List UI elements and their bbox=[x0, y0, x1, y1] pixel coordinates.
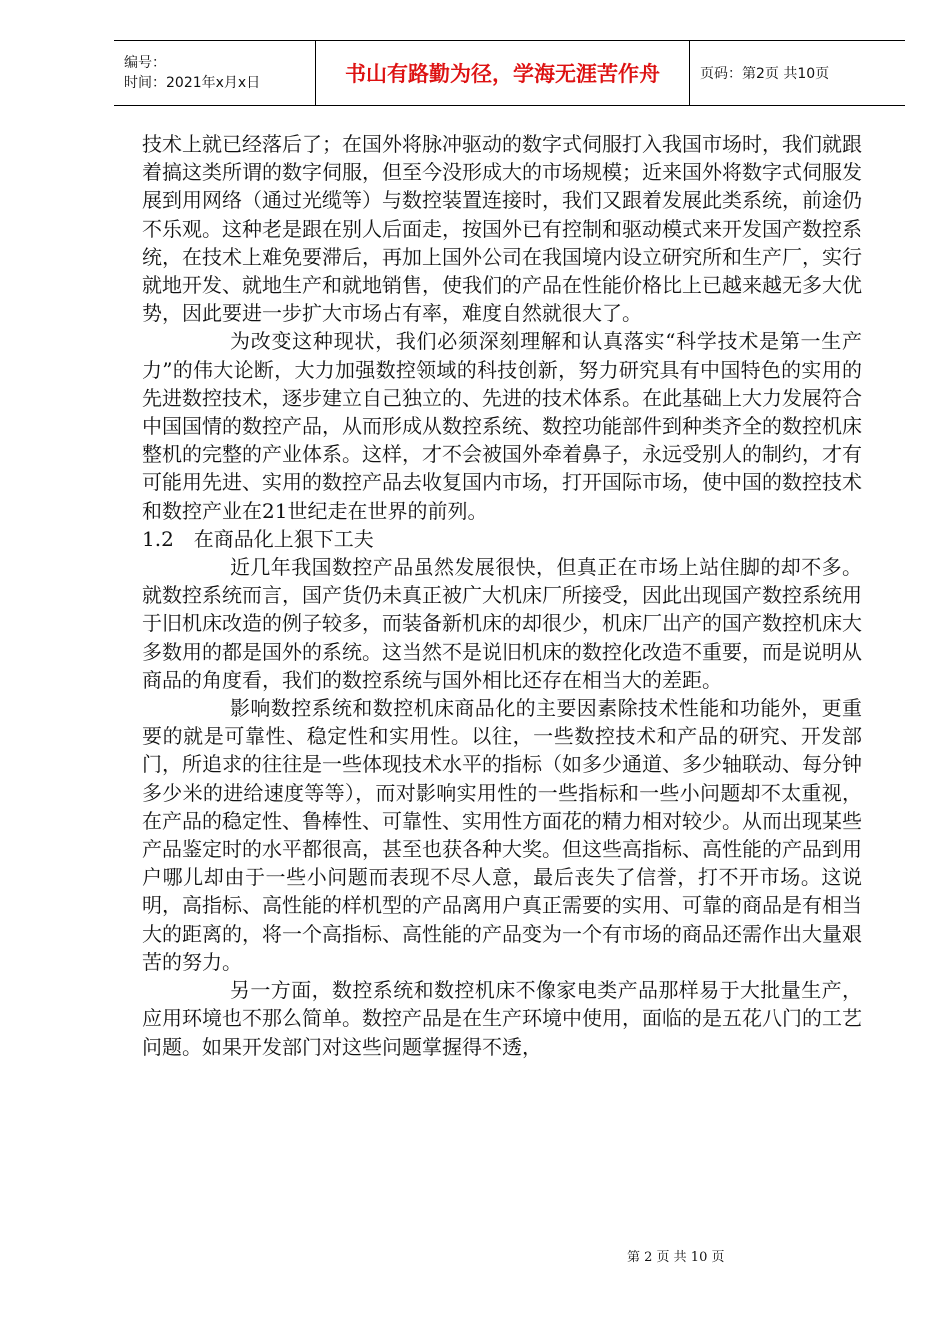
document-number-label: 编号： bbox=[124, 55, 166, 71]
header-meta bbox=[114, 41, 316, 105]
paragraph-4: 影响数控系统和数控机床商品化的主要因素除技术性能和功能外，更重要的就是可靠性、稳定性和实用性。以往，一些数控技术和产品的研究、开发部门，所追求的往往是一些体现技术水平的指标（如多少通道、多少轴联动、每分钟多少米的进给速度等等），而对影响实用性的一些指标和一些小问题却不太重视，在产品的稳定性、鲁棒性、可靠性、实用性方面花的精力相对较少。从而出现某些产品鉴定时的水平都很高，甚至也获各种大奖。但这些高指标、高性能的产品到用户哪儿却由于一些小问题而表现不尽人意，最后丧失了信誉，打不开市场。这说明，高指标、高性能的样机型的产品离用户真正需要的实用、可靠的商品是有相当大的距离的，将一个高指标、高性能的产品变为一个有市场的商品还需作出大量艰苦的努力。 bbox=[142, 696, 862, 974]
paragraph-5: 另一方面，数控系统和数控机床不像家电类产品那样易于大批量生产，应用环境也不那么简单。数控产品是在生产环境中使用，面临的是五花八门的工艺问题。如果开发部门对这些问题掌握得不透， bbox=[142, 978, 862, 1059]
paragraph-2: 为改变这种现状，我们必须深刻理解和认真落实“科学技术是第一生产力”的伟大论断，大力加强数控领域的科技创新，努力研究具有中国特色的实用的先进数控技术，逐步建立自己独立的、先进的技术体系。在此基础上大力发展符合中国国情的数控产品，从而形成从数控系统、数控功能部件到种类齐全的数控机床整机的完整的产业体系。这样，才不会被国外牵着鼻子，永远受别人的制约，才有可能用先进、实用的数控产品去收复国内市场，打开国际市场，使中国的数控技术和数控产业在21世纪走在世界的前列。 bbox=[142, 329, 862, 523]
paragraph-1: 技术上就已经落后了；在国外将脉冲驱动的数字式伺服打入我国市场时，我们就跟着搞这类所谓的数字伺服，但至今没形成大的市场规模；近来国外将数字式伺服发展到用网络（通过光缆等）与数控装置连接时，我们又跟着发展此类系统，前途仍不乐观。这种老是跟在别人后面走，按国外已有控制和驱动模式来开发国产数控系统，在技术上难免要滞后，再加上国外公司在我国境内设立研究所和生产厂，实行就地开发、就地生产和就地销售，使我们的产品在性能价格比上已越来越无多大优势，因此要进一步扩大市场占有率，难度自然就很大了。 bbox=[142, 132, 862, 326]
page-header bbox=[114, 40, 905, 106]
paragraph-3: 近几年我国数控产品虽然发展很快，但真正在市场上站住脚的却不多。就数控系统而言，国产货仍未真正被广大机床厂所接受，因此出现国产数控系统用于旧机床改造的例子较多，而装备新机床的却很少，机床厂出产的国产数控机床大多数用的都是国外的系统。这当然不是说旧机床的数控化改造不重要，而是说明从商品的角度看，我们的数控系统与国外相比还存在相当大的差距。 bbox=[142, 555, 862, 692]
section-heading: 1.2 在商品化上狠下工夫 bbox=[142, 526, 374, 551]
header-motto: 书山有路勤为径，学海无涯苦作舟 bbox=[316, 41, 690, 105]
header-page-info: 页码：第2页 共10页 bbox=[700, 66, 830, 82]
document-body bbox=[142, 130, 862, 1061]
footer-page-number: 第 2 页 共 10 页 bbox=[627, 1250, 725, 1265]
document-time-label: 时间：2021年x月x日 bbox=[124, 75, 261, 91]
